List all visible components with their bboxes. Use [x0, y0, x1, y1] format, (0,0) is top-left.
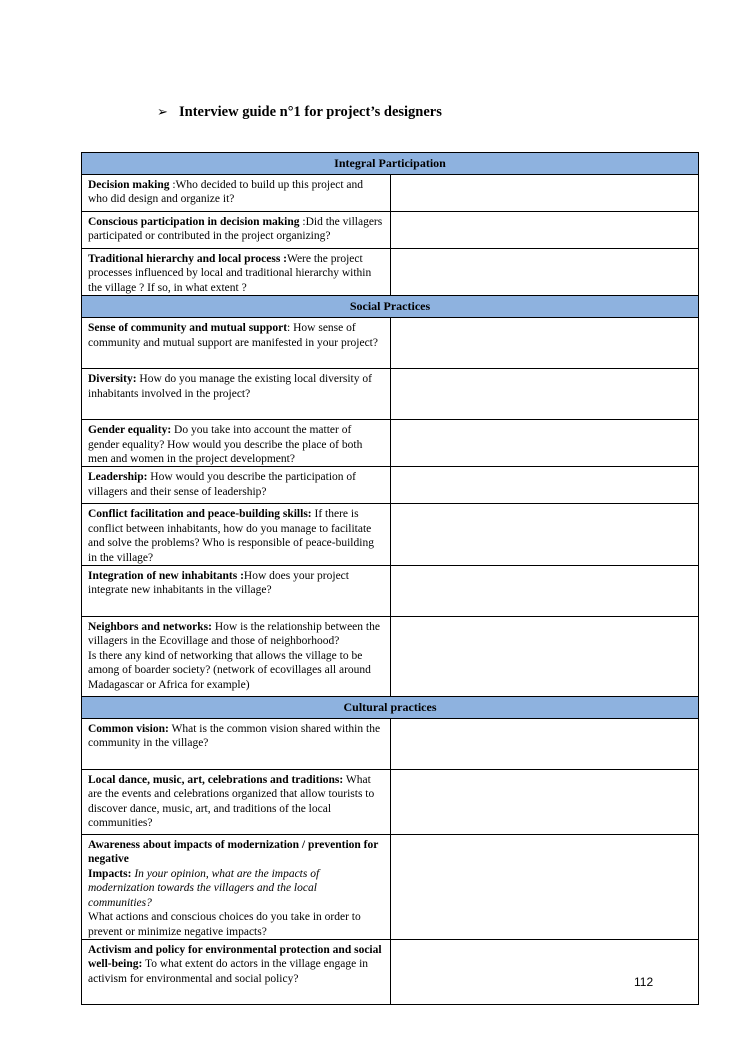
question-cell: Traditional hierarchy and local process :Were the project processes influenced by local and traditional hierarchy within the village ? If so, in what extent ?: [82, 249, 391, 296]
answer-cell: [390, 467, 699, 504]
question-cell: Activism and policy for environmental protection and social well-being: To what extent do actors in the village engage in activism for environmental and social policy?: [82, 939, 391, 1004]
answer-cell: [390, 617, 699, 697]
question-cell: Integration of new inhabitants :How does your project integrate new inhabitants in the village?: [82, 566, 391, 617]
answer-cell: [390, 719, 699, 770]
table-row: [82, 420, 699, 467]
question-cell: Awareness about impacts of modernization / prevention for negative Impacts: In your opinion, what are the impacts of modernization towards the villagers and the local communities? What actions and conscious choices do you take in order to prevent or minimize negative impacts?: [82, 835, 391, 940]
page-heading: [157, 104, 442, 121]
table-row: [82, 617, 699, 697]
section-title: Integral Participation: [82, 153, 699, 175]
question-cell: Diversity: How do you manage the existing local diversity of inhabitants involved in the project?: [82, 369, 391, 420]
answer-cell: [390, 566, 699, 617]
answer-cell: [390, 249, 699, 296]
table-row: [82, 566, 699, 617]
arrow-bullet-icon: ➢: [157, 105, 168, 120]
answer-cell: [390, 175, 699, 212]
table-row: [82, 175, 699, 212]
answer-cell: [390, 835, 699, 940]
table-row: [82, 318, 699, 369]
table-row: [82, 719, 699, 770]
answer-cell: [390, 420, 699, 467]
question-cell: Decision making :Who decided to build up this project and who did design and organize it?: [82, 175, 391, 212]
heading-text: Interview guide n°1 for project’s designers: [179, 104, 442, 120]
answer-cell: [390, 939, 699, 1004]
answer-cell: [390, 318, 699, 369]
section-title: Cultural practices: [82, 697, 699, 719]
page-number: 112: [634, 975, 654, 989]
question-cell: Neighbors and networks: How is the relationship between the villagers in the Ecovillage and those of neighborhood? Is there any kind of networking that allows the village to be among of boarder society? (network of ecovillages all around Madagascar or Africa for example): [82, 617, 391, 697]
answer-cell: [390, 369, 699, 420]
answer-cell: [390, 770, 699, 835]
question-cell: Sense of community and mutual support: How sense of community and mutual support are manifested in your project?: [82, 318, 391, 369]
table-row: [82, 504, 699, 566]
question-cell: Gender equality: Do you take into account the matter of gender equality? How would you describe the place of both men and women in the project development?: [82, 420, 391, 467]
section-header-social-practices: [82, 296, 699, 318]
section-header-cultural-practices: [82, 697, 699, 719]
section-header-integral-participation: [82, 153, 699, 175]
table-row: [82, 835, 699, 940]
interview-guide-table: [81, 152, 699, 1005]
table-row: [82, 212, 699, 249]
table-row: [82, 770, 699, 835]
answer-cell: [390, 504, 699, 566]
table-row: [82, 369, 699, 420]
section-title: Social Practices: [82, 296, 699, 318]
question-cell: Common vision: What is the common vision shared within the community in the village?: [82, 719, 391, 770]
question-cell: Leadership: How would you describe the participation of villagers and their sense of leadership?: [82, 467, 391, 504]
answer-cell: [390, 212, 699, 249]
question-cell: Conflict facilitation and peace-building skills: If there is conflict between inhabitants, how do you manage to facilitate and solve the problems? Who is responsible of peace-building in the village?: [82, 504, 391, 566]
table-row: [82, 939, 699, 1004]
question-cell: Conscious participation in decision making :Did the villagers participated or contributed in the project organizing?: [82, 212, 391, 249]
table-row: [82, 467, 699, 504]
question-cell: Local dance, music, art, celebrations and traditions: What are the events and celebrations organized that allow tourists to discover dance, music, art, and traditions of the local communities?: [82, 770, 391, 835]
table-row: [82, 249, 699, 296]
